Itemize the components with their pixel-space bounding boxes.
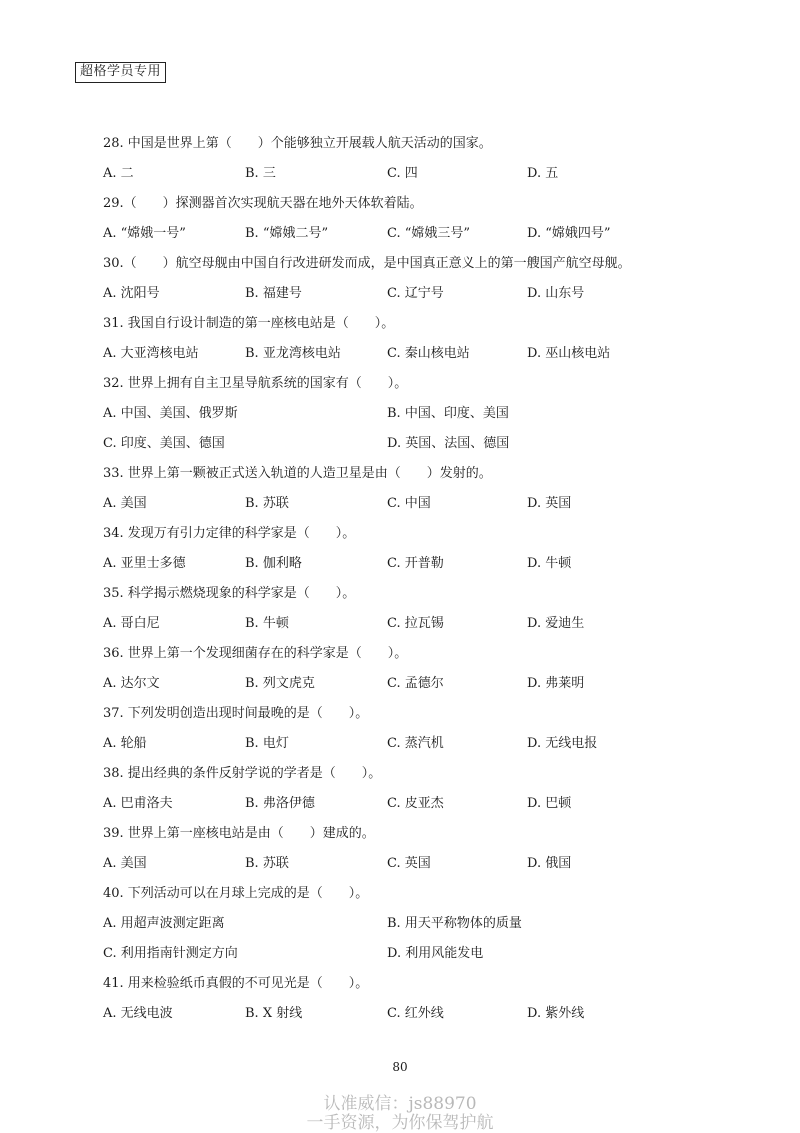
option-d: D. 山东号 [527, 286, 585, 301]
option-a: A. 达尔文 [103, 676, 160, 691]
option-a: A. 无线电波 [103, 1006, 173, 1021]
question-stem: 28. 中国是世界上第（ ）个能够独立开展载人航天活动的国家。 [103, 136, 492, 151]
option-d: D. 五 [527, 166, 559, 181]
options-row [103, 729, 723, 759]
header-tag: 超格学员专用 [75, 62, 166, 83]
question-stem: 35. 科学揭示燃烧现象的科学家是（ ）。 [103, 586, 356, 601]
option-b: B. 福建号 [245, 286, 302, 301]
option-a: A. “嫦娥一号” [103, 226, 186, 241]
option-c: C. “嫦娥三号” [387, 226, 471, 241]
options-row [103, 429, 723, 459]
option-b: B. 弗洛伊德 [245, 796, 315, 811]
options-row [103, 939, 723, 969]
option-b: B. 亚龙湾核电站 [245, 346, 341, 361]
option-b: B. 中国、印度、美国 [387, 406, 509, 421]
option-d: D. 弗莱明 [527, 676, 585, 691]
options-row [103, 219, 723, 249]
option-b: B. 牛顿 [245, 616, 289, 631]
option-b: B. 苏联 [245, 856, 289, 871]
options-row [103, 999, 723, 1029]
option-a: A. 二 [103, 166, 134, 181]
question-stem: 31. 我国自行设计制造的第一座核电站是（ ）。 [103, 316, 395, 331]
option-b: B. X 射线 [245, 1006, 303, 1021]
question-stem: 30.（ ）航空母舰由中国自行改进研发而成，是中国真正意义上的第一艘国产航空母舰。 [103, 256, 631, 271]
option-b: B. 三 [245, 166, 276, 181]
option-a: A. 哥白尼 [103, 616, 160, 631]
option-d: D. 爱迪生 [527, 616, 585, 631]
options-row [103, 669, 723, 699]
option-c: C. 利用指南针测定方向 [103, 946, 238, 961]
options-row [103, 789, 723, 819]
watermark-line-1: 认准威信：js88970 [323, 1094, 477, 1114]
option-d: D. 英国 [527, 496, 572, 511]
options-row [103, 909, 723, 939]
question-stem: 37. 下列发明创造出现时间最晚的是（ ）。 [103, 706, 369, 721]
option-c: C. 红外线 [387, 1006, 444, 1021]
option-a: A. 美国 [103, 496, 147, 511]
options-row [103, 399, 723, 429]
question-stem: 32. 世界上拥有自主卫星导航系统的国家有（ ）。 [103, 376, 408, 391]
option-a: A. 亚里士多德 [103, 556, 186, 571]
options-row [103, 609, 723, 639]
option-d: D. 巴顿 [527, 796, 572, 811]
option-a: A. 大亚湾核电站 [103, 346, 199, 361]
option-c: C. 拉瓦锡 [387, 616, 444, 631]
option-d: D. 牛顿 [527, 556, 572, 571]
option-c: C. 印度、美国、德国 [103, 436, 225, 451]
watermark-line-2: 一手资源，为你保驾护航 [306, 1113, 494, 1133]
option-a: A. 轮船 [103, 736, 147, 751]
options-row [103, 849, 723, 879]
option-b: B. “嫦娥二号” [245, 226, 329, 241]
page-number: 80 [392, 1060, 408, 1074]
options-row [103, 279, 723, 309]
question-stem: 34. 发现万有引力定律的科学家是（ ）。 [103, 526, 356, 541]
option-d: D. “嫦娥四号” [527, 226, 611, 241]
option-b: B. 苏联 [245, 496, 289, 511]
options-row [103, 159, 723, 189]
options-row [103, 339, 723, 369]
option-c: C. 英国 [387, 856, 431, 871]
option-a: A. 沈阳号 [103, 286, 160, 301]
option-c: C. 中国 [387, 496, 431, 511]
option-d: D. 英国、法国、德国 [387, 436, 510, 451]
option-b: B. 伽利略 [245, 556, 302, 571]
option-d: D. 俄国 [527, 856, 572, 871]
option-d: D. 紫外线 [527, 1006, 585, 1021]
options-row [103, 489, 723, 519]
option-d: D. 利用风能发电 [387, 946, 484, 961]
option-d: D. 无线电报 [527, 736, 598, 751]
question-stem: 40. 下列活动可以在月球上完成的是（ ）。 [103, 886, 369, 901]
question-stem: 39. 世界上第一座核电站是由（ ）建成的。 [103, 826, 375, 841]
option-b: B. 用天平称物体的质量 [387, 916, 522, 931]
option-b: B. 电灯 [245, 736, 289, 751]
option-c: C. 开普勒 [387, 556, 444, 571]
option-d: D. 巫山核电站 [527, 346, 611, 361]
question-stem: 29.（ ）探测器首次实现航天器在地外天体软着陆。 [103, 196, 423, 211]
question-stem: 38. 提出经典的条件反射学说的学者是（ ）。 [103, 766, 382, 781]
question-stem: 41. 用来检验纸币真假的不可见光是（ ）。 [103, 976, 369, 991]
option-a: A. 巴甫洛夫 [103, 796, 173, 811]
options-row [103, 549, 723, 579]
option-c: C. 蒸汽机 [387, 736, 444, 751]
option-c: C. 皮亚杰 [387, 796, 444, 811]
option-c: C. 四 [387, 166, 418, 181]
option-a: A. 中国、美国、俄罗斯 [103, 406, 238, 421]
option-a: A. 美国 [103, 856, 147, 871]
question-list [103, 129, 723, 1029]
option-a: A. 用超声波测定距离 [103, 916, 225, 931]
option-b: B. 列文虎克 [245, 676, 315, 691]
option-c: C. 孟德尔 [387, 676, 444, 691]
question-stem: 36. 世界上第一个发现细菌存在的科学家是（ ）。 [103, 646, 408, 661]
question-stem: 33. 世界上第一颗被正式送入轨道的人造卫星是由（ ）发射的。 [103, 466, 492, 481]
option-c: C. 辽宁号 [387, 286, 444, 301]
option-c: C. 秦山核电站 [387, 346, 470, 361]
